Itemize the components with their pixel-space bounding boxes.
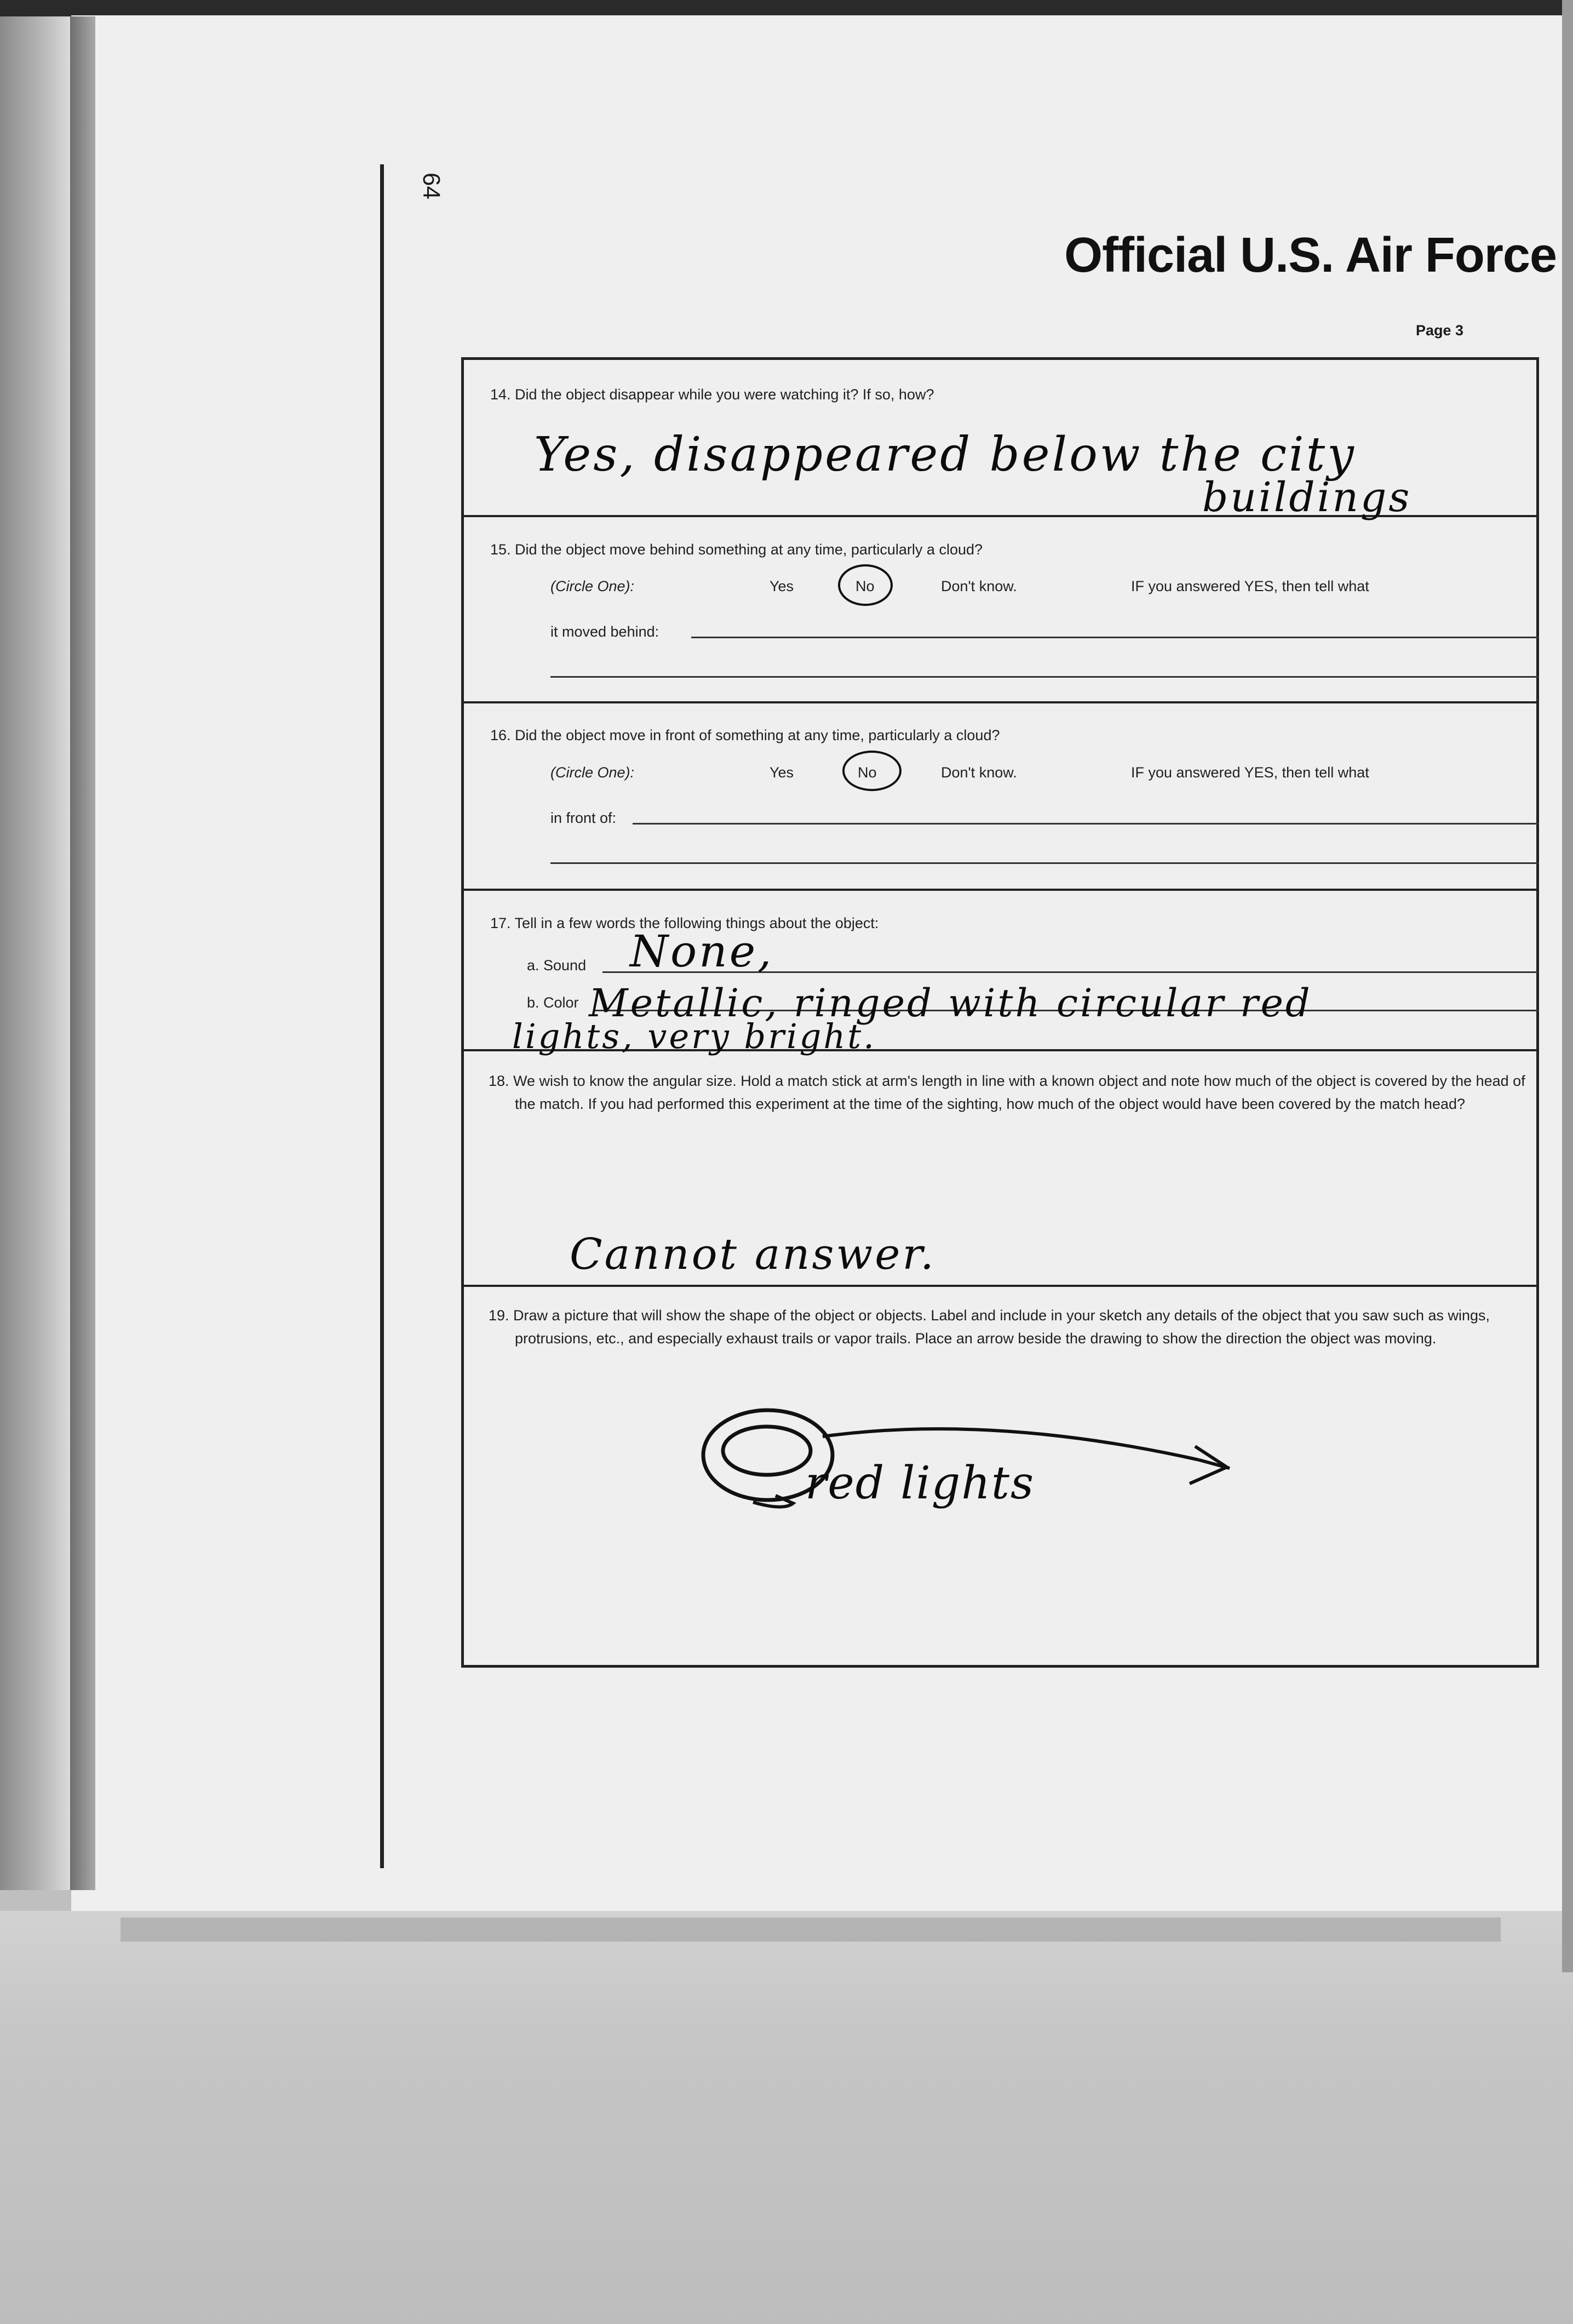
answer-14-line1[interactable]: Yes, disappeared below the city xyxy=(534,427,1356,482)
question-14: 14. Did the object disappear while you were watching it? If so, how? xyxy=(490,386,934,403)
q17-sound-label: a. Sound xyxy=(527,957,587,974)
sketch-label: red lights xyxy=(805,1457,1035,1509)
question-16: 16. Did the object move in front of something at any time, particularly a cloud? xyxy=(490,727,1000,743)
answer-18[interactable]: Cannot answer. xyxy=(570,1230,936,1279)
form-title: Official U.S. Air Force xyxy=(1064,228,1557,283)
divider-15-16 xyxy=(461,701,1539,703)
question-15: 15. Did the object move behind something at any time, particularly a cloud? xyxy=(490,541,983,558)
scan-underlay xyxy=(0,1911,1573,2324)
q15-circle-one-label: (Circle One): xyxy=(550,578,635,594)
q17-color-answer-line2[interactable]: lights, very bright. xyxy=(512,1016,876,1056)
page-label: Page 3 xyxy=(1416,322,1464,339)
sketch-inner-ring xyxy=(723,1427,811,1475)
q15-no-circle xyxy=(838,564,893,606)
q17-color-label: b. Color xyxy=(527,994,579,1011)
divider-18-19 xyxy=(461,1285,1539,1287)
q15-if-yes-prompt: IF you answered YES, then tell what xyxy=(1131,578,1369,594)
scan-underlay-shadow xyxy=(120,1917,1501,1942)
scan-border-right xyxy=(1562,0,1573,1972)
q16-circle-one-label: (Circle One): xyxy=(550,764,635,781)
q16-option-yes[interactable]: Yes xyxy=(770,764,794,781)
binder-margin-line xyxy=(380,164,384,1868)
scan-band-left xyxy=(70,16,95,1890)
q17-sound-answer[interactable]: None, xyxy=(630,926,774,977)
q16-followup-label: in front of: xyxy=(550,810,617,826)
question-19: 19. Draw a picture that will show the shape of the object or objects. Label and include in your sketch any details of the object that you saw such as wings, protrusions, etc., and especially exhaust trails or vapor trails. Place an arrow beside the drawing to show the direction the object was moving. xyxy=(489,1307,1490,1347)
q15-option-yes[interactable]: Yes xyxy=(770,578,794,594)
q16-if-yes-prompt: IF you answered YES, then tell what xyxy=(1131,764,1369,781)
direction-arrow-head xyxy=(1190,1446,1227,1484)
q16-no-circle xyxy=(842,751,902,791)
answer-14-line2[interactable]: buildings xyxy=(1202,474,1412,521)
direction-arrow-shaft xyxy=(823,1429,1199,1460)
q16-option-dont-know[interactable]: Don't know. xyxy=(941,764,1017,781)
question-17: 17. Tell in a few words the following things about the object: xyxy=(490,915,879,931)
q17-color-answer-line1[interactable]: Metallic, ringed with circular red xyxy=(589,981,1312,1026)
q16-followup-line-1[interactable] xyxy=(633,823,1539,825)
q15-option-no[interactable]: No xyxy=(856,578,875,594)
q15-followup-line-1[interactable] xyxy=(691,637,1539,638)
q16-option-no[interactable]: No xyxy=(858,764,877,781)
scan-shadow-left xyxy=(0,16,71,1890)
question-18: 18. We wish to know the angular size. Hold a match stick at arm's length in line with a known object and note how much of the object is covered by the head of the match. If you had performed this experiment at the time of the sighting, how much of the object would have been covered by the match head? xyxy=(489,1073,1525,1112)
divider-16-17 xyxy=(461,889,1539,891)
q15-followup-line-2[interactable] xyxy=(550,676,1539,678)
q15-option-dont-know[interactable]: Don't know. xyxy=(941,578,1017,594)
q16-followup-line-2[interactable] xyxy=(550,862,1539,864)
q15-followup-label: it moved behind: xyxy=(550,623,659,640)
page-number: 64 xyxy=(418,173,445,199)
